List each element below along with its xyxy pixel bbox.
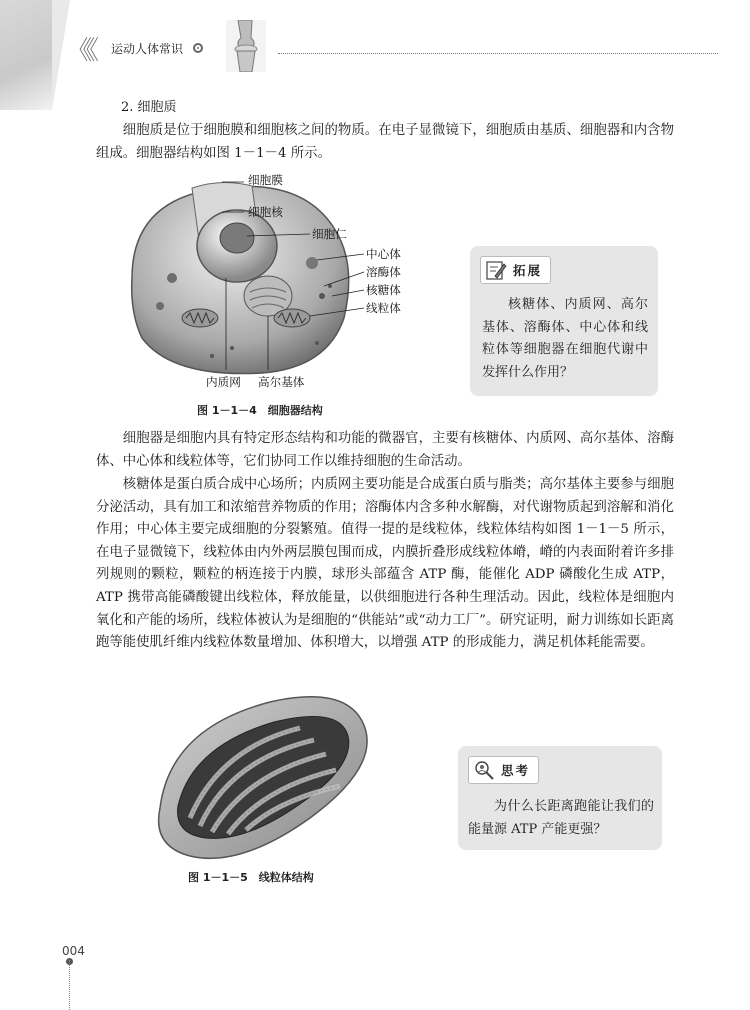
label-ribosome: 核糖体 bbox=[366, 283, 401, 297]
corner-decoration bbox=[0, 0, 52, 110]
book-title: 运动人体常识 bbox=[111, 41, 184, 56]
intro-paragraph: 细胞质是位于细胞膜和细胞核之间的物质。在电子显微镜下，细胞质由基质、细胞器和内含物组成。细胞器结构如图 1－1－4 所示。 bbox=[96, 123, 674, 161]
magnifier-person-icon bbox=[473, 759, 495, 781]
section-title: 2. 细胞质 bbox=[121, 100, 177, 115]
organelle-paragraph: 细胞器是细胞内具有特定形态结构和功能的微器官，主要有核糖体、内质网、高尔基体、溶酶体、中心体和线粒体等，它们协同工作以维持细胞的生命活动。 bbox=[96, 431, 674, 469]
figure2-caption: 图 1－1－5 线粒体结构 bbox=[188, 871, 314, 884]
page-number: 004 bbox=[62, 944, 85, 958]
label-centrosome: 中心体 bbox=[366, 247, 401, 261]
pencil-note-icon bbox=[485, 259, 507, 281]
header-rule bbox=[278, 53, 718, 54]
label-nucleus: 细胞核 bbox=[248, 205, 283, 219]
expand-sidebar bbox=[470, 246, 658, 396]
expand-text: 核糖体、内质网、高尔基体、溶酶体、中心体和线粒体等细胞器在细胞代谢中发挥什么作用？ bbox=[482, 297, 648, 380]
page-line bbox=[69, 960, 70, 1010]
label-golgi: 高尔基体 bbox=[258, 375, 305, 389]
label-lysosome: 溶酶体 bbox=[366, 265, 401, 279]
double-chevron-icon: 《《 bbox=[66, 35, 94, 66]
label-nucleolus: 细胞仁 bbox=[312, 227, 347, 241]
label-er: 内质网 bbox=[206, 375, 241, 389]
expand-label: 拓展 bbox=[513, 263, 543, 278]
think-label: 思考 bbox=[501, 763, 531, 778]
think-sidebar bbox=[458, 746, 662, 850]
think-tab bbox=[468, 756, 539, 784]
expand-tab bbox=[480, 256, 551, 284]
label-mitochondria: 线粒体 bbox=[366, 301, 401, 315]
knee-joint-icon bbox=[226, 20, 266, 72]
mitochondrion-diagram bbox=[150, 688, 380, 864]
think-text: 为什么长距离跑能让我们的能量源 ATP 产能更强？ bbox=[468, 799, 654, 837]
label-membrane: 细胞膜 bbox=[248, 173, 283, 187]
running-header bbox=[66, 30, 203, 66]
figure1-caption: 图 1－1－4 细胞器结构 bbox=[197, 404, 323, 417]
function-paragraph: 核糖体是蛋白质合成中心场所；内质网主要功能是合成蛋白质与脂类；高尔基体主要参与细胞分泌活动，具有加工和浓缩营养物质的作用；溶酶体内含多种水解酶，对代谢物质起到溶解和消化作用；中心体主要完成细胞的分裂繁殖。值得一提的是线粒体，线粒体结构如图 1－1－5 所示，在电子显微镜下，线粒体由内外两层膜包围而成，内膜折叠形成线粒体嵴，嵴的内表面附着许多排列规则的颗粒，颗粒的柄连接于内膜，球形头部蕴含 ATP 酶，能催化 ADP 磷酸化生成 ATP，ATP 携带高能磷酸键出线粒体，释放能量，以供细胞进行各种生理活动。因此，线粒体是细胞内氧化和产能的场所，线粒体被认为是细胞的“供能站”或“动力工厂”。研究证明，耐力训练如长距离跑等能使肌纤维内线粒体数量增加、体积增大，以增强 ATP 的形成能力，满足机体耗能需要。 bbox=[96, 477, 674, 651]
circle-bullet-icon bbox=[193, 43, 203, 53]
